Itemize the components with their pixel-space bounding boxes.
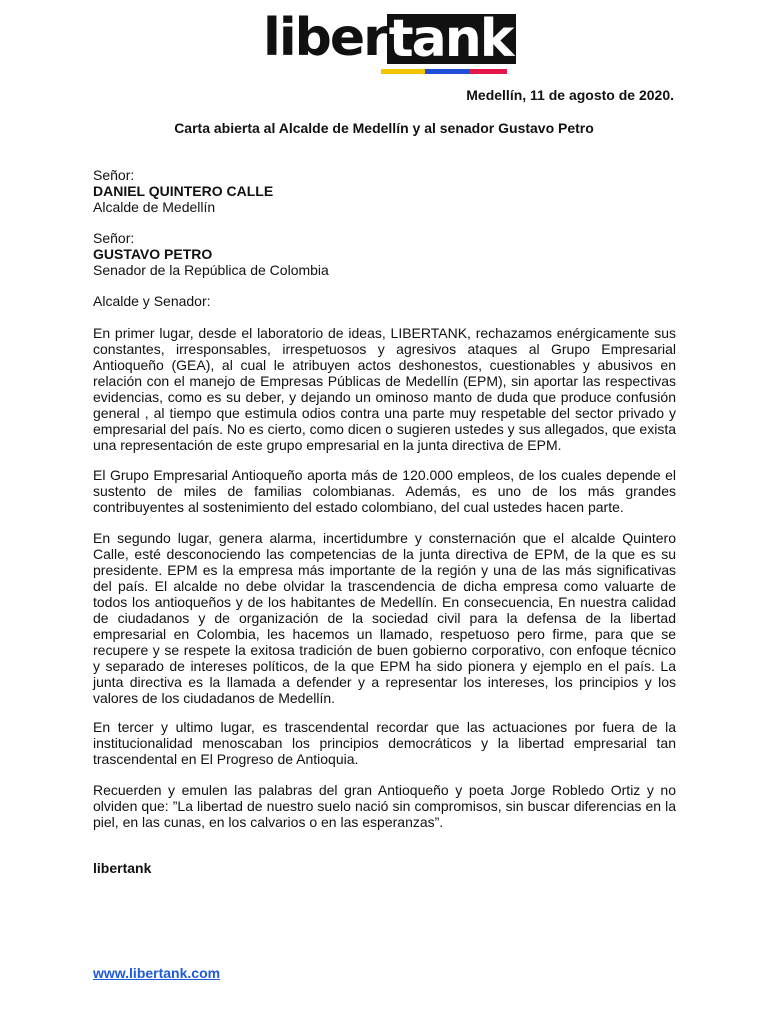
website-link[interactable]: www.libertank.com: [93, 965, 221, 981]
body-paragraph: Recuerden y emulen las palabras del gran Antioqueño y poeta Jorge Robledo Ortiz y no olviden que: ”La libertad de nuestro suelo nació sin compromisos, sin buscar diferencias en la piel, en las cunas, en los calvarios o en las esperanzas”.: [93, 782, 676, 830]
addressee-salutation: Señor:: [93, 167, 135, 183]
logo-text-liber: liber: [263, 8, 387, 68]
addressee-salutation: Señor:: [93, 230, 135, 246]
logo-stripe-red: [469, 69, 507, 74]
addressee-name: GUSTAVO PETRO: [93, 246, 213, 262]
letter-subject: Carta abierta al Alcalde de Medellín y al senador Gustavo Petro: [174, 120, 594, 136]
addressee-title: Alcalde de Medellín: [93, 199, 216, 215]
body-paragraph: En primer lugar, desde el laboratorio de ideas, LIBERTANK, rechazamos enérgicamente sus constantes, irresponsables, irrespetuosos y agresivos ataques al Grupo Empresarial Antioqueño (GEA), al cual le atribuyen actos deshonestos, cuestionables y abusivos en relación con el manejo de Empresas Públicas de Medellín (EPM), sin aportar las respectivas evidencias, como es su deber, y dejando un ominoso manto de duda que produce confusión general , al tiempo que estimula odios contra una parte muy respetable del sector privado y empresarial del país. No es cierto, como dicen o sugieren ustedes y sus allegados, que exista una representación de este grupo empresarial en la junta directiva de EPM.: [93, 325, 676, 453]
addressee-block-2: [93, 230, 329, 278]
greeting: Alcalde y Senador:: [93, 293, 211, 309]
letter-date: Medellín, 11 de agosto de 2020.: [466, 87, 674, 103]
addressee-block-1: [93, 167, 273, 215]
addressee-name: DANIEL QUINTERO CALLE: [93, 183, 274, 199]
signature: libertank: [93, 860, 152, 876]
logo-stripe-yellow: [381, 69, 425, 74]
logo-text-tank: tank: [387, 14, 517, 64]
body-paragraph: El Grupo Empresarial Antioqueño aporta más de 120.000 empleos, de los cuales depende el sustento de miles de familias colombianas. Además, es uno de los más grandes contribuyentes al sostenimiento del estado colombiano, del cual ustedes hacen parte.: [93, 467, 676, 515]
libertank-logo: [263, 8, 513, 68]
logo-stripe-blue: [425, 69, 469, 74]
addressee-title: Senador de la República de Colombia: [93, 262, 329, 278]
body-paragraph: En tercer y ultimo lugar, es trascendental recordar que las actuaciones por fuera de la institucionalidad menoscaban los principios democráticos y la libertad empresarial tan trascendental en El Progreso de Antioquia.: [93, 719, 676, 767]
body-paragraph: En segundo lugar, genera alarma, incertidumbre y consternación que el alcalde Quintero Calle, esté desconociendo las competencias de la junta directiva de EPM, de la que es su presidente. EPM es la empresa más importante de la región y una de las más significativas del país. El alcalde no debe olvidar la trascendencia de dicha empresa como valuarte de todos los antioqueños y de los habitantes de Medellín. En consecuencia, En nuestra calidad de ciudadanos y de organización de la sociedad civil para la defensa de la libertad empresarial en Colombia, les hacemos un llamado, respetuoso pero firme, para que se recupere y se respete la exitosa tradición de buen gobierno corporativo, con enfoque técnico y separado de intereses políticos, de la que EPM ha sido pionera y ejemplo en el país. La junta directiva es la llamada a defender y a representar los intereses, los principios y los valores de los ciudadanos de Medellín.: [93, 530, 676, 706]
